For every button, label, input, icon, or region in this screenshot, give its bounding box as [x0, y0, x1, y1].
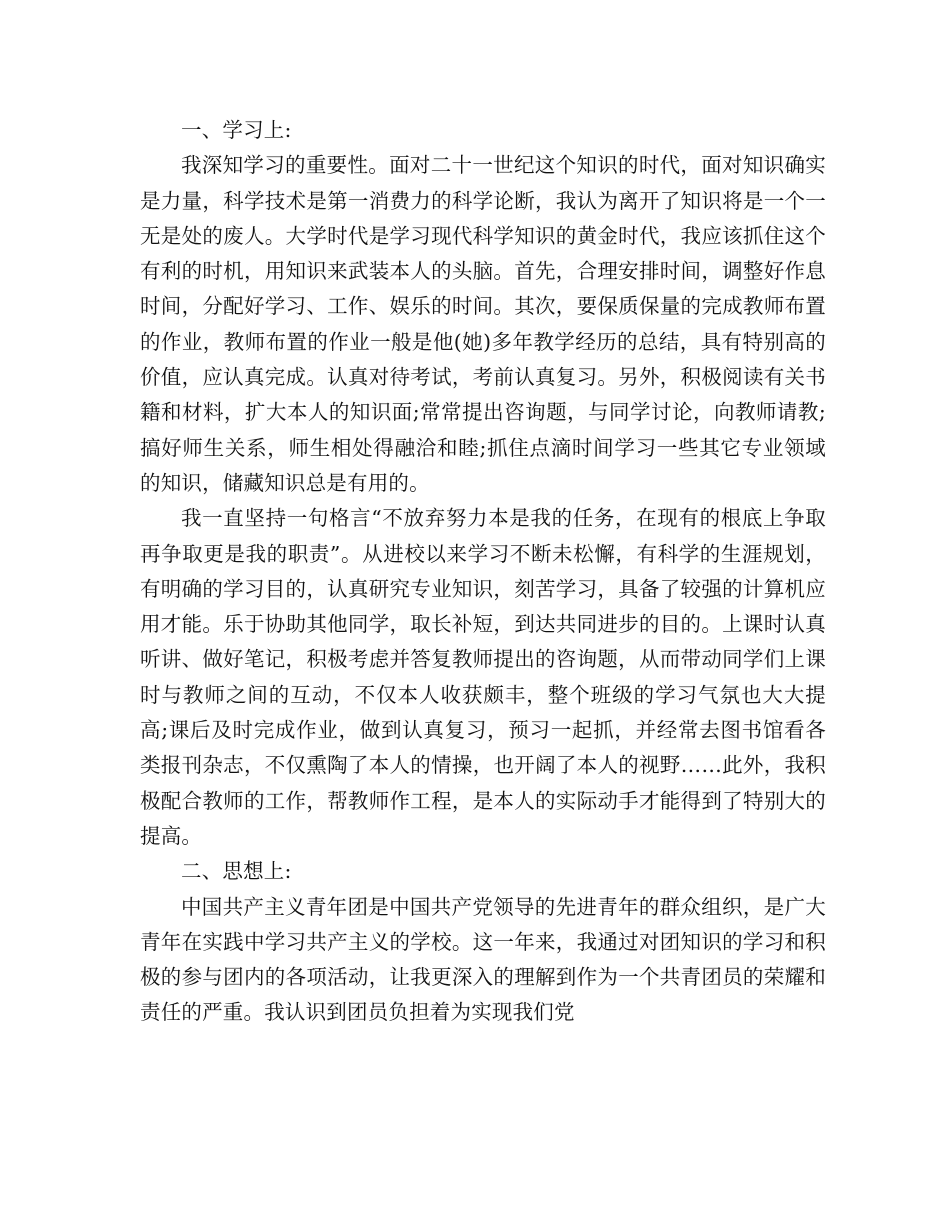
- paragraph-study-1: 我深知学习的重要性。面对二十一世纪这个知识的时代，面对知识确实是力量，科学技术是第一消费力的科学论断，我认为离开了知识将是一个一无是处的废人。大学时代是学习现代科学知识的黄金时代，我应该抓住这个有利的时机，用知识来武装本人的头脑。首先，合理安排时间，调整好作息时间，分配好学习、工作、娱乐的时间。其次，要保质保量的完成教师布置的作业，教师布置的作业一般是他(她)多年教学经历的总结，具有特别高的价值，应认真完成。认真对待考试，考前认真复习。另外，积极阅读有关书籍和材料，扩大本人的知识面;常常提出咨询题，与同学讨论，向教师请教;搞好师生关系，师生相处得融洽和睦;抓住点滴时间学习一些其它专业领域的知识，储藏知识总是有用的。: [140, 153, 826, 495]
- paragraph-thought-1: 中国共产主义青年团是中国共产党领导的先进青年的群众组织，是广大青年在实践中学习共产主义的学校。这一年来，我通过对团知识的学习和积极的参与团内的各项活动，让我更深入的理解到作为一个共青团员的荣耀和责任的严重。我认识到团员负担着为实现我们党: [140, 894, 826, 1025]
- section-heading-study: 一、学习上:: [181, 118, 292, 142]
- paragraph-study-2: 我一直坚持一句格言“不放弃努力本是我的任务，在现有的根底上争取再争取更是我的职责”。从进校以来学习不断未松懈，有科学的生涯规划，有明确的学习目的，认真研究专业知识，刻苦学习，具备了较强的计算机应用才能。乐于协助其他同学，取长补短，到达共同进步的目的。上课时认真听讲、做好笔记，积极考虑并答复教师提出的咨询题，从而带动同学们上课时与教师之间的互动，不仅本人收获颇丰，整个班级的学习气氛也大大提高;课后及时完成作业，做到认真复习，预习一起抓，并经常去图书馆看各类报刊杂志，不仅熏陶了本人的情操，也开阔了本人的视野……此外，我积极配合教师的工作，帮教师作工程，是本人的实际动手才能得到了特别大的提高。: [140, 506, 826, 848]
- document-page: [140, 113, 826, 1031]
- section-heading-thought: 二、思想上:: [181, 859, 292, 884]
